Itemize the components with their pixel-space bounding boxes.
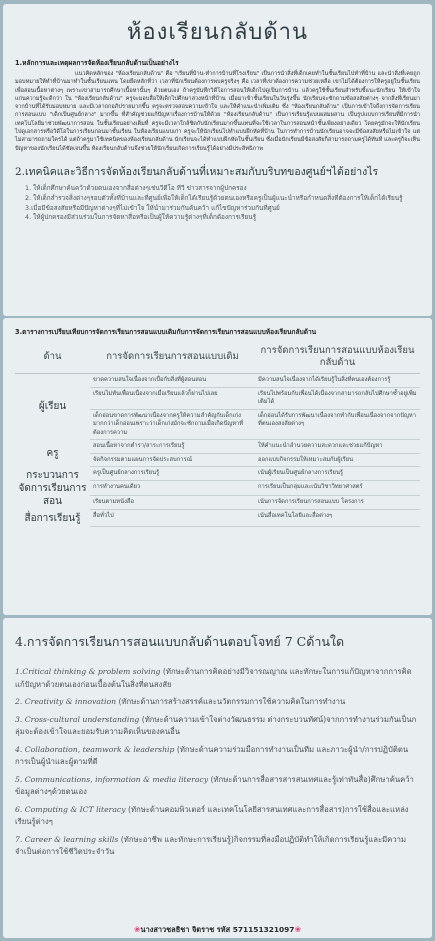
- item-th: (ทักษะด้านคอมพิวเตอร์ และเทคโนโลยีสารสนเทศและการสื่อสาร)การใช้สื่อและแหล่งเรียนรู้ต่างๆ: [15, 804, 409, 826]
- traditional-cell: การทำงานคนเดียว: [90, 481, 255, 495]
- seven-c-panel: [3, 618, 432, 938]
- section2-item: 3.เมื่อมีข้อสงสัยหรือมีปัญหาต่างๆที่ไม่เข้าใจ ให้นำมาร่วมกันค้นคว้า แก้ไขปัญหาร่วมกันที่ศูนย์: [25, 203, 280, 212]
- traditional-cell: เด็กอ่อนขาดการพัฒนาเนื่องจากครูให้ความสำคัญกับเด็กเก่งมากกว่าเด็กอ่อนเพราะว่าเด็กเก่งมักจะซักถามเมื่อเกิดปัญหาที่ต้องการความ: [90, 409, 255, 440]
- item-en: 6. Computing & ICT literacy: [15, 804, 126, 814]
- item-en: 3. Cross-cultural understanding: [15, 714, 140, 724]
- flipped-cell: เน้นการจัดการเรียนการสอนแบบ โครงการ: [255, 495, 420, 509]
- item-th: (ทักษะด้านการคิดอย่างมีวิจารณญาณ และทักษะในการแก้ปัญหาจากการคิดแก้ปัญหาด้วยตนเองก่อนเบื้องต้นในสิ่งที่ตนสงสัย: [15, 667, 412, 689]
- section2-item: 1. ให้เด็กศึกษาค้นคว้าด้วยตนเองจากสื่อต่างๆเช่นวีดีโอ ทีวี ข่าวสารจากผู้ปกครอง: [25, 183, 247, 192]
- item-en: 5. Communications, information & media literacy: [15, 774, 209, 784]
- seven-c-item: [15, 834, 420, 859]
- flipped-cell: เด็กอ่อนได้รับการพัฒนาเนื่องจากทำกับเพื่อนเนื่องจากจากปัญหาที่ตนเองสงสัยต่างๆ: [255, 409, 420, 440]
- aspect-cell: กระบวนการจัดการเรียนการสอน: [18, 469, 87, 507]
- comparison-title: 3.ตารางการเปรียบเทียบการจัดการเรียนการสอนแบบเดิมกับการจัดการเรียนการสอนแบบห้องเรียนกลับด้าน: [15, 328, 317, 336]
- flipped-cell: เน้นสื่อเทคโนโลยีและสื่อต่างๆ: [255, 510, 420, 527]
- traditional-cell: ครูเป็นศูนย์กลางการเรียนรู้: [90, 467, 255, 481]
- section2-heading: 2.เทคนิคและวิธีการจัดห้องเรียนกลับด้านที่เหมาะสมกับบริบทของศูนย์ฯได้อย่างไร: [15, 165, 379, 178]
- seven-c-item: [15, 804, 420, 829]
- flipped-cell: เรียนไปพร้อมกับเพื่อนได้เนื่องจากสามารถกลับไปศึกษาซ้ำอยู่เพิ่มเติมได้: [255, 387, 420, 409]
- header-aspect: ด้าน: [15, 341, 90, 374]
- section2-item: 2. ให้เด็กสำรวจสิ่งต่างๆรอบตัวทั้งที่บ้านและที่ศูนย์เพื่อให้เด็กได้เรียนรู้ด้วยตนเองหรือครูเป็นผู้แนะนำหรือกำหนดสิ่งที่ต้องการให้เด็กได้เรียนรู้: [25, 193, 403, 202]
- comparison-table: [15, 341, 420, 527]
- table-header-row: [15, 341, 420, 374]
- signature-text: นางสาวชลธิชา จิตราช รหัส 571151321097: [140, 925, 295, 934]
- flipped-cell: เน้นผู้เรียนเป็นศูนย์กลางการเรียนรู้: [255, 467, 420, 481]
- item-th: (ทักษะด้านความเข้าใจต่างวัฒนธรรม ต่างกระบวนทัศน์)จากการทำงานร่วมกันเป็นกลุ่มจะต้องเข้าใจและยอมรับความคิดเห็นของคนอื่น: [15, 714, 417, 736]
- item-en: 1.Critical thinking & problem solving: [15, 667, 161, 676]
- traditional-cell: จัดกิจกรรมตามแผนการจัดประสบการณ์: [90, 453, 255, 467]
- traditional-cell: เรียนตามหนังสือ: [90, 495, 255, 509]
- flower-icon: ❀: [294, 925, 302, 934]
- header-traditional: การจัดการเรียนการสอนแบบเดิม: [90, 341, 255, 374]
- item-th: (ทักษะด้านการสื่อสารสารสนเทศและรู้เท่าทันสื่อ)ศึกษาค้นคว้าข้อมูลต่างๆด้วยตนเอง: [15, 774, 414, 796]
- flipped-cell: ออกแบบกิจกรรมให้เหมาะสมกับผู้เรียน: [255, 453, 420, 467]
- aspect-cell: สื่อการเรียนรู้: [24, 512, 81, 524]
- intro-panel: [3, 4, 432, 316]
- traditional-cell: สอนเนื้อหาจากตำรา/สาระการเรียนรู้: [90, 440, 255, 454]
- table-row: [15, 440, 420, 454]
- seven-c-item: [15, 744, 420, 769]
- comparison-panel: [3, 318, 432, 615]
- seven-c-item: [15, 666, 420, 691]
- item-en: 4. Collaboration, teamwork & leadership: [15, 744, 175, 754]
- item-th: (ทักษะด้านการสร้างสรรค์และนวัตกรรมการใช้ความคิดในการทำงาน: [116, 697, 346, 706]
- item-en: 7. Career & learning skills: [15, 834, 119, 844]
- section1-heading: 1.หลักการและเหตุผลการจัดห้องเรียนกลับด้านเป็นอย่างไร: [15, 59, 179, 67]
- traditional-cell: เรียนไม่ทันเพื่อนเนื่องจากเมื่อเรียนแล้วก็ผ่านไปเลย: [90, 387, 255, 409]
- flipped-cell: การเรียนเป็นกลุ่มและเน้นวิชาวิทยาศาสตร์: [255, 481, 420, 495]
- aspect-cell: ครู: [46, 447, 59, 459]
- table-row: [15, 510, 420, 527]
- flower-icon: ❀: [133, 925, 141, 934]
- seven-c-heading: 4.การจัดการเรียนการสอนแบบกลับด้านตอบโจทย์ 7 Cด้านใด: [15, 634, 345, 649]
- author-signature: [3, 924, 432, 936]
- item-en: 2. Creativity & innovation: [15, 697, 117, 706]
- seven-c-item: [15, 774, 420, 799]
- aspect-cell: ผู้เรียน: [38, 401, 67, 413]
- traditional-cell: ขาดความสนใจเนื่องจากเบื่อกับสิ่งที่ผู้สอนสอน: [90, 374, 255, 388]
- item-th: (ทักษะอาชีพ และทักษะการเรียนรู้)กิจกรรมที่ลงมือปฏิบัติทำให้เกิดการเรียนรู้และมีความจำเป็นต่อการใช้ชีวิตประจำวัน: [15, 834, 407, 856]
- seven-c-item: [15, 696, 420, 709]
- item-th: (ทักษะด้านความร่วมมือการทำงานเป็นทีม และภาวะผู้นำ/การปฏิบัติตนการเป็นผู้นำและผู้ตามที่ดี: [15, 744, 409, 766]
- table-row: [15, 374, 420, 388]
- section2-item: 4. ให้ผู้ปกครองมีส่วนร่วมในการจัดหาสื่อหรือเป็นผู้ให้ความรู้ต่างๆที่เด็กต้องการเรียนรู้: [25, 213, 257, 222]
- page-title: ห้องเรียนกลับด้าน: [126, 20, 309, 45]
- traditional-cell: สื่อทั่วไป: [90, 510, 255, 527]
- header-flipped: การจัดการเรียนการสอนแบบห้องเรียนกลับด้าน: [255, 341, 420, 374]
- flipped-cell: ให้คำแนะนำอำนวยความสะดวกและช่วยแก้ปัญหา: [255, 440, 420, 454]
- table-row: [15, 467, 420, 481]
- flipped-cell: มีความสนใจเนื่องจากได้เรียนรู้ในสิ่งที่ตนเองต้องการรู้: [255, 374, 420, 388]
- seven-c-item: [15, 714, 420, 739]
- section1-text: แนวคิดหลักของ "ห้องเรียนกลับด้าน" คือ "เรียนที่บ้าน-ทำการบ้านที่โรงเรียน" เป็นการนำสิ่งที่เด็กเคยทำในชั้นเรียนไปทำที่บ้าน และนำสิ่งที่เคยถูกมอบหมายให้ทำที่บ้านมาทำในชั้นเรียนแทน โดยยึดหลักที่ว่า เวลาที่นักเรียนต้องการพบครูจริงๆ คือ เวลาที่เขาต้องการความช่วยเหลือ เขาไม่ได้ต้องการให้ครูอยู่ในชั้นเรียนเพื่อสอนเนื้อหาต่างๆ เพราะเขาสามารถศึกษาเนื้อหานั้นๆ ด้วยตนเอง ถ้าครูบันทึกวิดีโอการสอนให้เด็กไปดูเป็นการบ้าน แล้วครูใช้ชั้นเรียนสำหรับชี้แนะนักเรียน ให้เข้าใจแก่นความรู้จะดีกว่า ใน "ห้องเรียนกลับด้าน" ครูจะมอบสื่อให้เด็กไปศึกษาล่วงหน้าที่บ้าน เมื่อมาเข้าชั้นเรียนในวันรุ่งขึ้น นักเรียนจะซักถามข้อสงสัยต่างๆ จากสิ่งที่เรียนมาจากบ้านที่ได้รับมอบหมาย และมีเวลาถกอภิปรายมากขึ้น ครูจะตรวจสอบความเข้าใจ และให้คำแนะนำเพิ่มเติม ซึ่ง "ห้องเรียนกลับด้าน" เป็นการเข้าใจถึงการจัดการเรียนการสอนแบบ "เด็กเป็นศูนย์กลาง" มากขึ้น ที่สำคัญช่วยแก้ปัญหาเรื่องการบ้านให้ด้วย "ห้องเรียนกลับด้าน" เป็นการเรียนรู้แบบผสมผสาน เป็นรูปแบบการเรียนที่มีการนำเทคโนโลยีมาช่วยพัฒนาการสอน ในชั้นเรียนอย่างเต็มที่ ครูจะมีเวลาใกล้ชิดกับนักเรียนมากขึ้นแทนที่จะใช้เวลาในการสอนหน้าชั้นเพียงอย่างเดียว โดยครูมักจะให้นักเรียนไปดูเอกสารหรือวิดีโอในการเรียนก่อนมาชั้นเรียน ในห้องเรียนแบบเก่า ครูจะให้นักเรียนไปทำแบบฝึกหัดที่บ้าน ในการทำการบ้านนักเรียนอาจจะมีข้อสงสัยหรือไม่เข้าใจ แต่ไม่สามารถถามใครได้ แต่ถ้าครูมาใช้เทคนิคของห้องเรียนกลับด้าน นักเรียนจะได้ทำแบบฝึกหัดในชั้นเรียน ซึ่งเมื่อนักเรียนมีข้อสงสัยก็สามารถถามครูได้ทันที และครูก็จะเห็นปัญหาของนักเรียนได้ชัดเจนขึ้น ห้องเรียนกลับด้านจึงช่วยให้นักเรียนเกิดการเรียนรู้ได้อย่างมีประสิทธิภาพ: [15, 71, 420, 152]
